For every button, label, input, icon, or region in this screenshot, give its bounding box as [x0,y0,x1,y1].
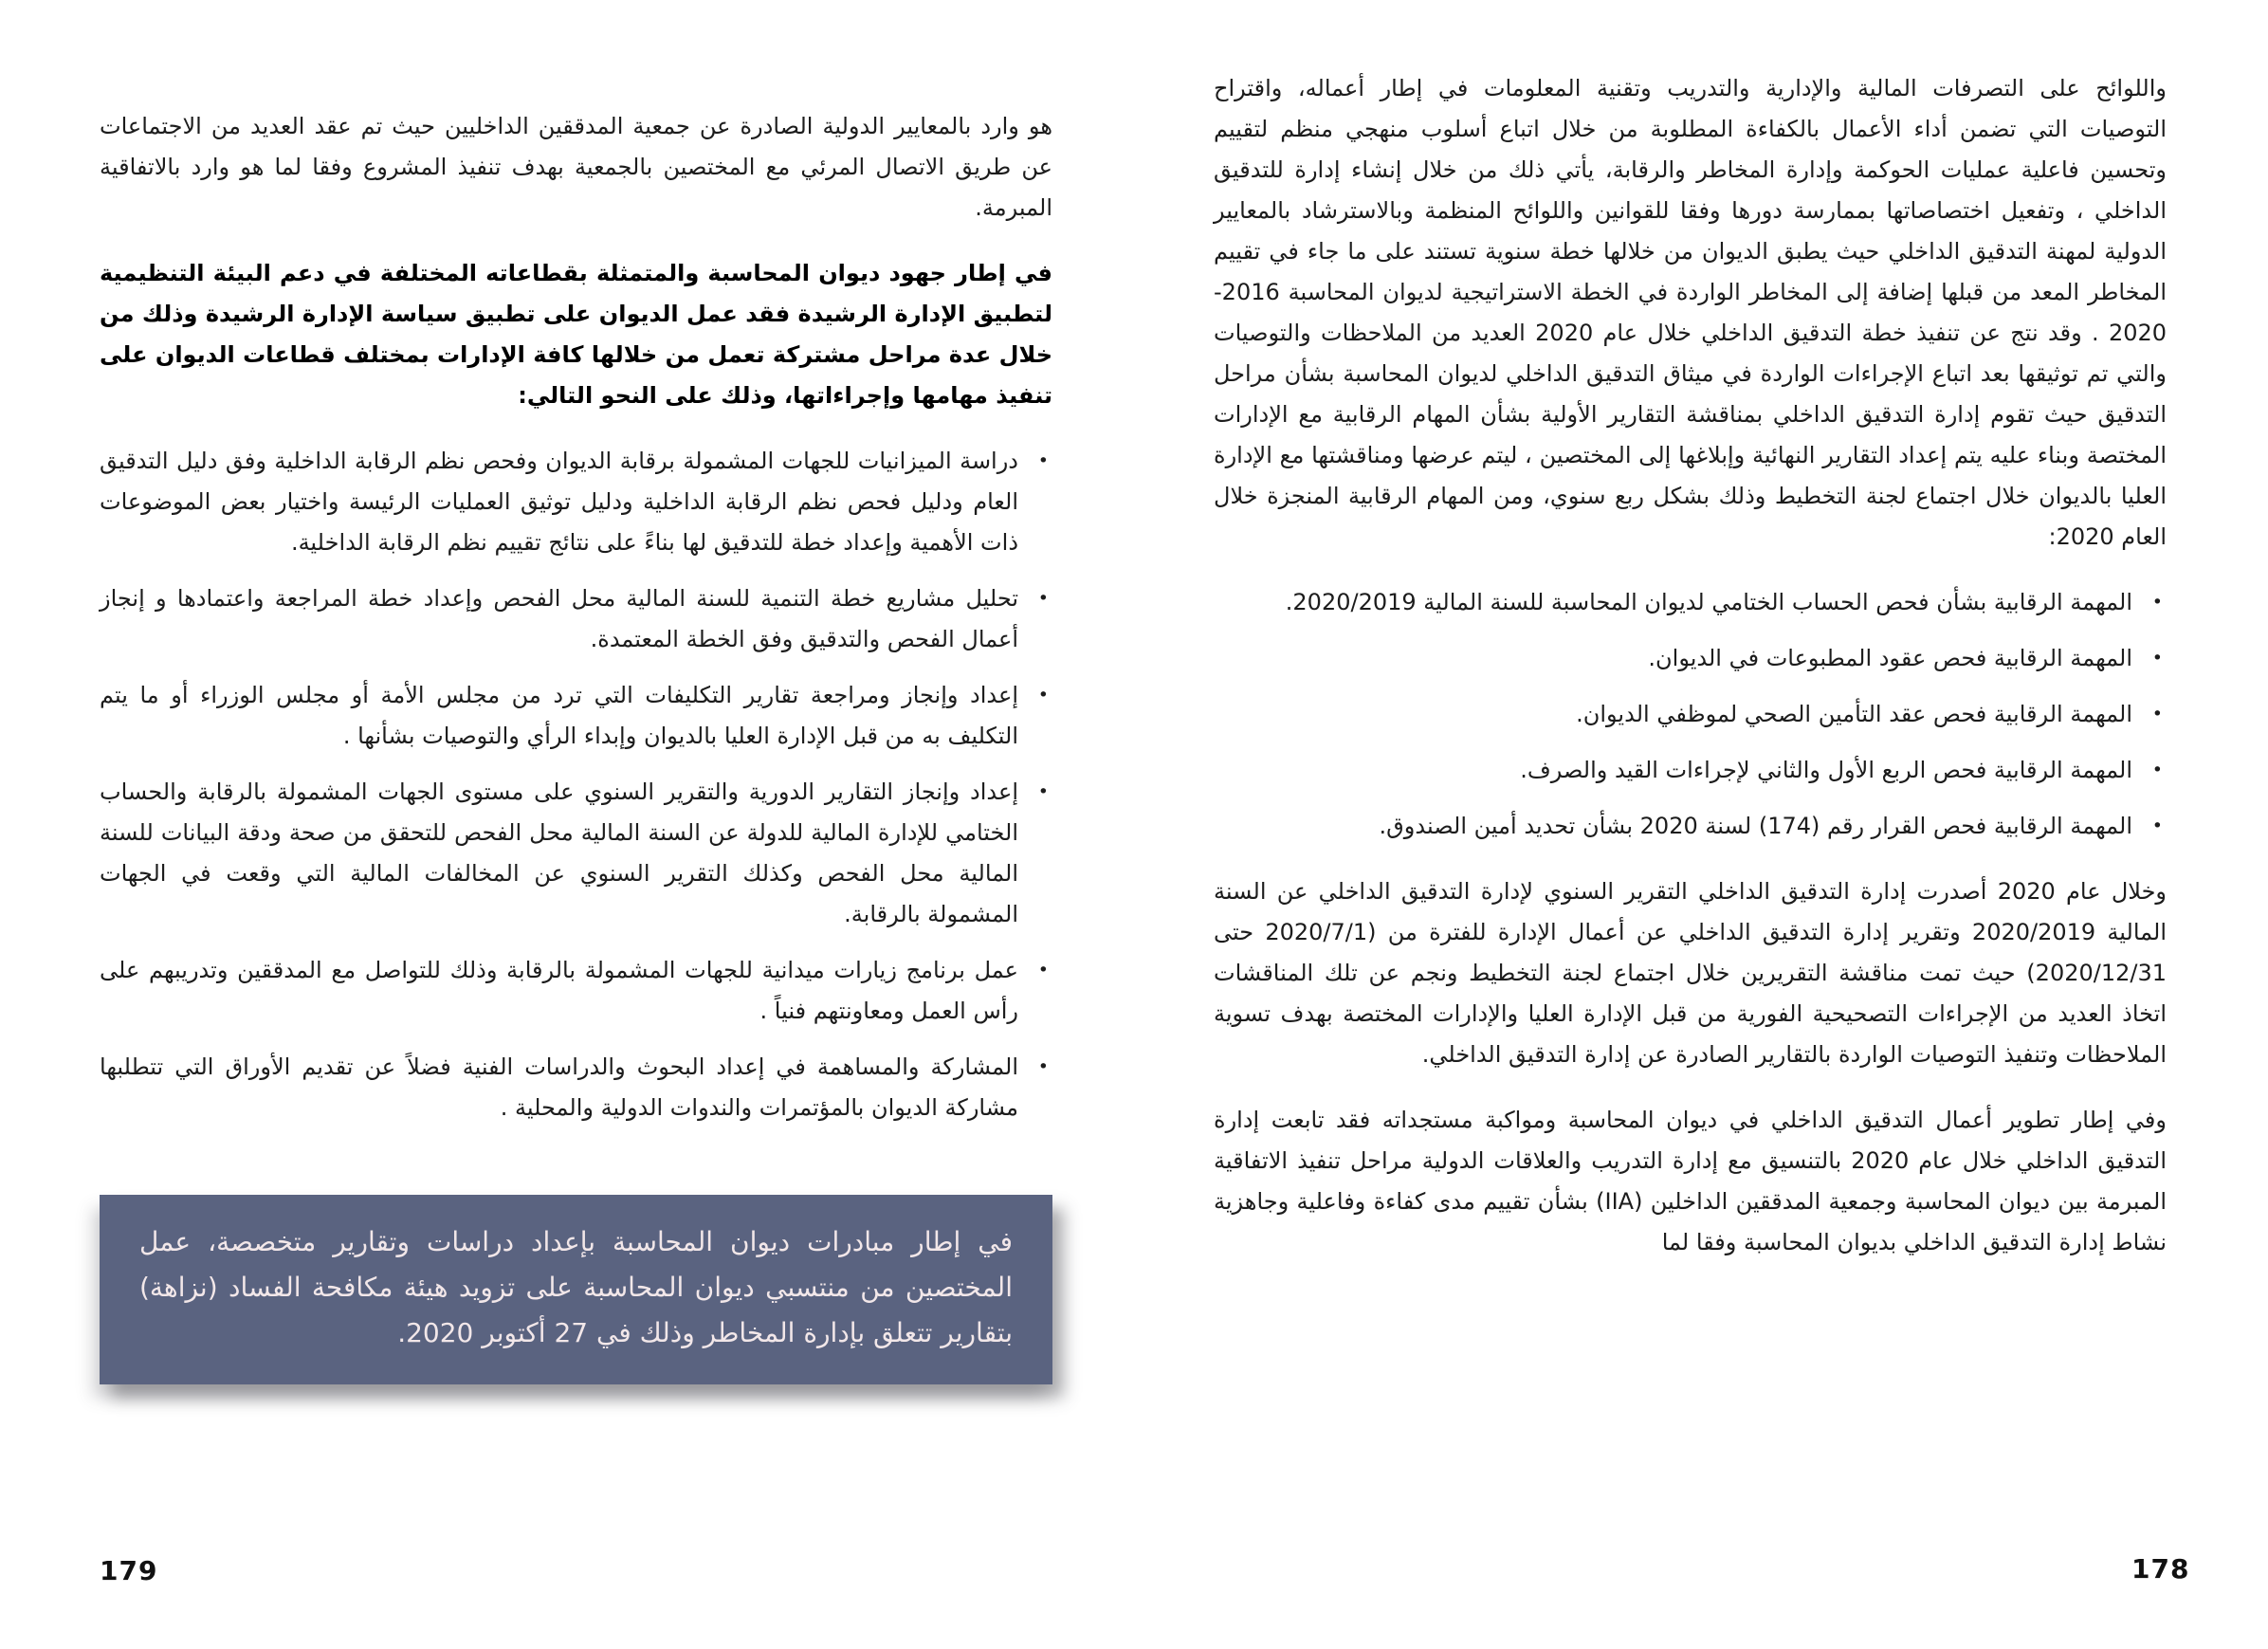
list-item-text: المهمة الرقابية بشأن فحص الحساب الختامي لديوان المحاسبة للسنة المالية 2020/2019. [1285,589,2132,615]
list-item-text: المشاركة والمساهمة في إعداد البحوث والدراسات الفنية فضلاً عن تقديم الأوراق التي تتطلبها مشاركة الديوان بالمؤتمرات والندوات الدولية والمحلية . [100,1054,1018,1121]
paragraph: هو وارد بالمعايير الدولية الصادرة عن جمعية المدققين الداخليين حيث تم عقد العديد من الاجتماعات عن طريق الاتصال المرئي مع المختصين بالجمعية بهدف تنفيذ المشروع وفقا لما هو وارد بالاتفاقية المبرمة. [100,113,1052,221]
list-item-text: المهمة الرقابية فحص القرار رقم (174) لسنة 2020 بشأن تحديد أمين الصندوق. [1379,813,2132,839]
bullet-list [100,441,1052,1128]
list-item [1214,806,2167,847]
bullet-icon: • [1037,685,1049,705]
page-178 [1214,68,2167,1288]
page-179 [100,106,1052,1384]
bullet-icon: • [2151,815,2163,836]
list-item-text: تحليل مشاريع خطة التنمية للسنة المالية محل الفحص وإعداد خطة المراجعة واعتمادها و إنجاز أعمال الفحص والتدقيق وفق الخطة المعتمدة. [100,585,1018,652]
bullet-list [1214,582,2167,847]
list-item [1214,750,2167,791]
list-item-text: المهمة الرقابية فحص عقود المطبوعات في الديوان. [1648,645,2132,671]
list-item [100,1047,1052,1128]
paragraph-bold: في إطار جهود ديوان المحاسبة والمتمثلة بقطاعاته المختلفة في دعم البيئة التنظيمية لتطبيق الإدارة الرشيدة فقد عمل الديوان على تطبيق سياسة الإدارة الرشيدة وذلك من خلال عدة مراحل مشتركة تعمل من خلالها كافة الإدارات بمختلف قطاعات الديوان على تنفيذ مهامها وإجراءاتها، وذلك على النحو التالي: [100,260,1052,409]
bullet-icon: • [2151,760,2163,780]
page-number-left: 179 [100,1555,158,1586]
list-item [100,772,1052,935]
list-item [100,578,1052,660]
list-item [1214,694,2167,735]
list-item-text: إعداد وإنجاز التقارير الدورية والتقرير السنوي على مستوى الجهات المشمولة بالرقابة والحساب الختامي للإدارة المالية للدولة عن السنة المالية محل الفحص للتحقق من صحة ودقة البيانات للسنة المالية محل الفحص وكذلك التقرير السنوي عن المخالفات المالية التي وقعت في الجهات المشمولة بالرقابة. [100,779,1018,927]
bullet-icon: • [1037,450,1049,471]
list-item-text: عمل برنامج زيارات ميدانية للجهات المشمولة بالرقابة وذلك للتواصل مع المدققين وتدريبهم على رأس العمل ومعاونتهم فنياً . [100,957,1018,1024]
list-item-text: دراسة الميزانيات للجهات المشمولة برقابة الديوان وفحص نظم الرقابة الداخلية وفق دليل التدقيق العام ودليل فحص نظم الرقابة الداخلية ودليل توثيق العمليات الرئيسة واختيار بعض الموضوعات ذات الأهمية وإعداد خطة للتدقيق لها بناءً على نتائج تقييم نظم الرقابة الداخلية. [100,448,1018,556]
bullet-icon: • [1037,781,1049,802]
list-item [100,441,1052,563]
bullet-icon: • [2151,648,2163,669]
bullet-icon: • [2151,592,2163,613]
list-item [1214,582,2167,623]
paragraph: وفي إطار تطوير أعمال التدقيق الداخلي في ديوان المحاسبة ومواكبة مستجداته فقد تابعت إدارة التدقيق الداخلي خلال عام 2020 بالتنسيق مع إدارة التدريب والعلاقات الدولية مراحل تنفيذ الاتفاقية المبرمة بين ديوان المحاسبة وجمعية المدققين الداخلين (IIA) بشأن تقييم مدى كفاءة وفاعلية وجاهزية نشاط إدارة التدقيق الداخلي بديوان المحاسبة وفقا لما [1214,1107,2167,1255]
list-item [100,675,1052,757]
list-item-text: إعداد وإنجاز ومراجعة تقارير التكليفات التي ترد من مجلس الأمة أو مجلس الوزراء أو ما يتم التكليف به من قبل الإدارة العليا بالديوان وإبداء الرأي والتوصيات بشأنها . [100,682,1018,749]
list-item [100,950,1052,1032]
page-number-right: 178 [2131,1553,2190,1585]
list-item [1214,638,2167,679]
bullet-icon: • [1037,1056,1049,1077]
bullet-icon: • [2151,704,2163,724]
list-item-text: المهمة الرقابية فحص عقد التأمين الصحي لموظفي الديوان. [1576,701,2132,727]
paragraph: وخلال عام 2020 أصدرت إدارة التدقيق الداخلي التقرير السنوي لإدارة التدقيق الداخلي عن السنة المالية 2020/2019 وتقرير إدارة التدقيق الداخلي عن أعمال الإدارة للفترة من (2020/7/1 حتى 2020/12/31) حيث تمت مناقشة التقريرين خلال اجتماع لجنة التخطيط ونجم عن تلك المناقشات اتخاذ العديد من الإجراءات التصحيحية الفورية من قبل الإدارة العليا والإدارات المختصة بهدف تسوية الملاحظات وتنفيذ التوصيات الواردة بالتقارير الصادرة عن إدارة التدقيق الداخلي. [1214,878,2167,1068]
highlight-box: في إطار مبادرات ديوان المحاسبة بإعداد دراسات وتقارير متخصصة، عمل المختصين من منتسبي ديوان المحاسبة على تزويد هيئة مكافحة الفساد (نزاهة) بتقارير تتعلق بإدارة المخاطر وذلك في 27 أكتوبر 2020. [100,1195,1052,1384]
bullet-icon: • [1037,960,1049,980]
paragraph: واللوائح على التصرفات المالية والإدارية والتدريب وتقنية المعلومات في إطار أعماله، واقتراح التوصيات التي تضمن أداء الأعمال بالكفاءة المطلوبة من خلال اتباع أسلوب منهجي منظم لتقييم وتحسين فاعلية عمليات الحوكمة وإدارة المخاطر والرقابة، يأتي ذلك من خلال إنشاء إدارة للتدقيق الداخلي ، وتفعيل اختصاصاتها بممارسة دورها وفقا للقوانين واللوائح المنظمة وبالاسترشاد بالمعايير الدولية لمهنة التدقيق الداخلي حيث يطبق الديوان من خلالها خطة سنوية تستند على ما جاء في تقييم المخاطر المعد من قبلها إضافة إلى المخاطر الواردة في الخطة الاستراتيجية لديوان المحاسبة 2016-2020 . وقد نتج عن تنفيذ خطة التدقيق الداخلي خلال عام 2020 العديد من الملاحظات والتوصيات والتي تم توثيقها بعد اتباع الإجراءات الواردة في ميثاق التدقيق الداخلي لديوان المحاسبة بشأن مراحل التدقيق حيث تقوم إدارة التدقيق الداخلي بمناقشة التقارير الأولية بشأن المهام الرقابية مع الإدارات المختصة وبناء عليه يتم إعداد التقارير النهائية وإبلاغها إلى المختصين ، ليتم عرضها ومناقشتها مع الإدارة العليا بالديوان خلال اجتماع لجنة التخطيط وذلك بشكل ربع سنوي، ومن المهام الرقابية المنجزة خلال العام 2020: [1214,75,2167,550]
list-item-text: المهمة الرقابية فحص الربع الأول والثاني لإجراءات القيد والصرف. [1520,757,2132,783]
bullet-icon: • [1037,588,1049,609]
